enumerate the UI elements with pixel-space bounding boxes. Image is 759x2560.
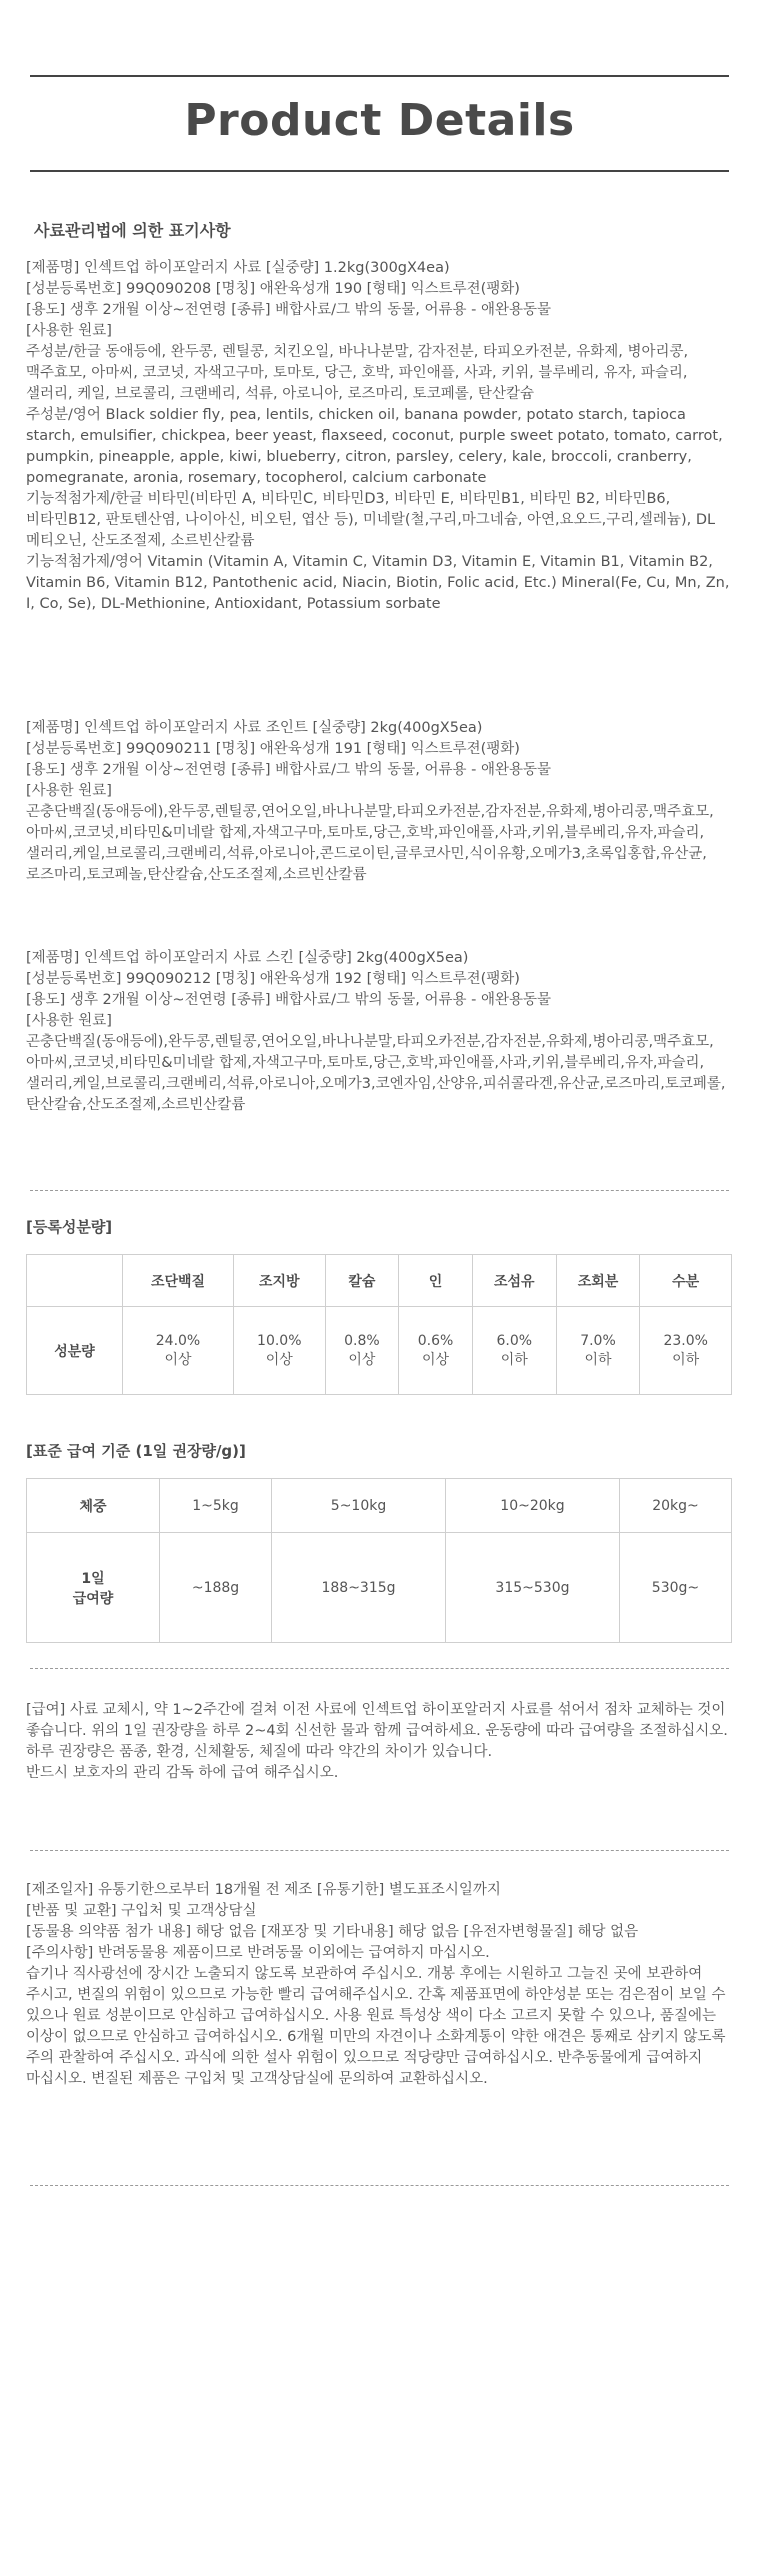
amount-label-line: 1일 bbox=[81, 1570, 105, 1587]
footer-note: [제조일자] 유통기한으로부터 18개월 전 제조 [유통기한] 별도표조시일까지 bbox=[26, 1882, 501, 1898]
column-header: 조섬유 bbox=[472, 1255, 556, 1307]
value-amount: 0.6% bbox=[417, 1332, 454, 1349]
value-qualifier: 이상 bbox=[422, 1351, 450, 1368]
column-header: 조지방 bbox=[233, 1255, 325, 1307]
component-value bbox=[233, 1307, 325, 1395]
table-row bbox=[27, 1307, 732, 1395]
weight-range: 10~20kg bbox=[445, 1479, 619, 1533]
feeding-note: [급여] 사료 교체시, 약 1~2주간에 걸쳐 이전 사료에 인섹트업 하이포알러지 사료를 섞어서 점차 교체하는 것이 좋습니다. 위의 1일 권장량을 하루 2~4회 신선한 물과 함께 급여하세요. 운동량에 따라 급여량을 조절하십시오. 하루 권장량은 품종, 환경, 신체활동, 체질에 따라 약간의 차이가 있습니다. bbox=[26, 1702, 728, 1760]
table-row bbox=[27, 1533, 732, 1643]
section-divider bbox=[30, 1850, 729, 1851]
feeding-standard-table bbox=[26, 1478, 732, 1643]
weight-range: 20kg~ bbox=[619, 1479, 731, 1533]
product-line: 주성분/한글 동애등에, 완두콩, 렌틸콩, 치킨오일, 바나나분말, 감자전분, 타피오카전분, 유화제, 병아리콩, 맥주효모, 아마씨, 코코넛, 자색고구마, 토마토, 당근, 호박, 파인애플, 사과, 키위, 블루베리, 유자, 파슬리, 샐러리, 케일, 브로콜리, 크랜베리, 석류, 아로니아, 로즈마리, 토코페롤, 탄산칼슘 bbox=[26, 344, 689, 402]
component-value bbox=[325, 1307, 399, 1395]
weight-range: 5~10kg bbox=[272, 1479, 446, 1533]
value-qualifier: 이하 bbox=[584, 1351, 612, 1368]
registered-components-table bbox=[26, 1254, 732, 1395]
product-line: [제품명] 인섹트업 하이포알러지 사료 [실중량] 1.2kg(300gX4ea) bbox=[26, 260, 450, 276]
table-header-row bbox=[27, 1255, 732, 1307]
product-line: [용도] 생후 2개월 이상~전연령 [종류] 배합사료/그 밖의 동물, 어류용 - 애완용동물 bbox=[26, 762, 552, 778]
value-amount: 7.0% bbox=[580, 1332, 616, 1349]
page-title: Product Details bbox=[184, 95, 575, 146]
footer-notes bbox=[26, 1880, 736, 2090]
weight-range: 1~5kg bbox=[160, 1479, 272, 1533]
product-block-2 bbox=[26, 718, 736, 886]
product-line: 곤충단백질(동애등에),완두콩,렌틸콩,연어오일,바나나분말,타피오카전분,감자전분,유화제,병아리콩,맥주효모,아마씨,코코넛,비타민&미네랄 합제,자색고구마,토마토,당근,호박,파인애플,사과,키위,블루베리,유자,파슬리,샐러리,케일,브로콜리,크랜베리,석류,아로니아,오메가3,코엔자임,산양유,피쉬콜라겐,유산균,로즈마리,토코페롤,탄산칼슘,산도조절제,소르빈산칼륨 bbox=[26, 1034, 726, 1113]
weight-label: 체중 bbox=[27, 1479, 160, 1533]
product-line: [사용한 원료] bbox=[26, 1013, 112, 1029]
product-line: [성분등록번호] 99Q090212 [명칭] 애완육성개 192 [형태] 익스트루젼(팽화) bbox=[26, 971, 520, 987]
value-qualifier: 이상 bbox=[348, 1351, 376, 1368]
section-heading: 사료관리법에 의한 표기사항 bbox=[34, 221, 231, 240]
column-header: 수분 bbox=[640, 1255, 732, 1307]
component-value bbox=[640, 1307, 732, 1395]
column-header: 인 bbox=[399, 1255, 473, 1307]
product-line: [사용한 원료] bbox=[26, 323, 112, 339]
product-line: [용도] 생후 2개월 이상~전연령 [종류] 배합사료/그 밖의 동물, 어류용 - 애완용동물 bbox=[26, 992, 552, 1008]
footer-note: [반품 및 교환] 구입처 및 고객상담실 bbox=[26, 1903, 257, 1919]
product-block-3 bbox=[26, 948, 736, 1116]
title-divider bbox=[30, 170, 729, 172]
product-line: [성분등록번호] 99Q090211 [명칭] 애완육성개 191 [형태] 익스트루젼(팽화) bbox=[26, 741, 520, 757]
component-value bbox=[123, 1307, 234, 1395]
component-value bbox=[399, 1307, 473, 1395]
table-corner-cell bbox=[27, 1255, 123, 1307]
product-line: [제품명] 인섹트업 하이포알러지 사료 조인트 [실중량] 2kg(400gX5ea) bbox=[26, 720, 483, 736]
product-line: [용도] 생후 2개월 이상~전연령 [종류] 배합사료/그 밖의 동물, 어류용 - 애완용동물 bbox=[26, 302, 552, 318]
top-divider bbox=[30, 75, 729, 77]
feeding-amount: ~188g bbox=[160, 1533, 272, 1643]
product-line: [성분등록번호] 99Q090208 [명칭] 애완육성개 190 [형태] 익스트루젼(팽화) bbox=[26, 281, 520, 297]
column-header: 칼슘 bbox=[325, 1255, 399, 1307]
table-header-row bbox=[27, 1479, 732, 1533]
footer-note: [동물용 의약품 첨가 내용] 해당 없음 [재포장 및 기타내용] 해당 없음 [유전자변형물질] 해당 없음 bbox=[26, 1924, 639, 1940]
feeding-standard-heading: [표준 급여 기준 (1일 권장량/g)] bbox=[26, 1442, 246, 1460]
footer-note: [주의사항] 반려동물용 제품이므로 반려동물 이외에는 급여하지 마십시오. bbox=[26, 1945, 490, 1961]
value-amount: 10.0% bbox=[257, 1332, 302, 1349]
product-line: 곤충단백질(동애등에),완두콩,렌틸콩,연어오일,바나나분말,타피오카전분,감자전분,유화제,병아리콩,맥주효모,아마씨,코코넛,비타민&미네랄 합제,자색고구마,토마토,당근,호박,파인애플,사과,키위,블루베리,유자,파슬리,샐러리,케일,브로콜리,크랜베리,석류,아로니아,콘드로이틴,글루코사민,식이유황,오메가3,초록입홍합,유산균,로즈마리,토코페놀,탄산칼슘,산도조절제,소르빈산칼륨 bbox=[26, 804, 714, 883]
feeding-amount: 315~530g bbox=[445, 1533, 619, 1643]
column-header: 조단백질 bbox=[123, 1255, 234, 1307]
footer-note: 습기나 직사광선에 장시간 노출되지 않도록 보관하여 주십시오. 개봉 후에는 시원하고 그늘진 곳에 보관하여 주시고, 변질의 위험이 있으므로 가능한 빨리 급여해주십시오. 간혹 제품표면에 하얀성분 또는 검은점이 보일 수 있으나 원료 성분이므로 안심하고 급여하십시오. 사용 원료 특성상 색이 다소 고르지 못할 수 있으나, 품질에는 이상이 없으므로 안심하고 급여하십시오. 6개월 미만의 자견이나 소화계통이 약한 애견은 통째로 삼키지 않도록 주의 관찰하여 주십시오. 과식에 의한 설사 위험이 있으므로 적당량만 급여하십시오. 반추동물에게 급여하지 마십시오. 변질된 제품은 구입처 및 고객상담실에 문의하여 교환하십시오. bbox=[26, 1966, 726, 2087]
product-line: 기능적첨가제/영어 Vitamin (Vitamin A, Vitamin C, Vitamin D3, Vitamin E, Vitamin B1, Vitamin B2, Vitamin B6, Vitamin B12, Pantothenic acid, Niacin, Biotin, Folic acid, Etc.) Mineral(Fe, Cu, Mn, Zn, I, Co, Se), DL-Methionine, Antioxidant, Potassium sorbate bbox=[26, 554, 730, 612]
amount-label-line: 급여량 bbox=[72, 1590, 114, 1607]
feeding-note: 반드시 보호자의 관리 감독 하에 급여 해주십시오. bbox=[26, 1765, 339, 1781]
value-qualifier: 이하 bbox=[672, 1351, 700, 1368]
feeding-amount: 530g~ bbox=[619, 1533, 731, 1643]
value-amount: 6.0% bbox=[496, 1332, 533, 1349]
column-header: 조회분 bbox=[556, 1255, 640, 1307]
value-qualifier: 이상 bbox=[265, 1351, 293, 1368]
feeding-amount: 188~315g bbox=[272, 1533, 446, 1643]
component-value bbox=[556, 1307, 640, 1395]
amount-label bbox=[27, 1533, 160, 1643]
value-qualifier: 이하 bbox=[500, 1351, 528, 1368]
registered-components-heading: [등록성분량] bbox=[26, 1218, 113, 1236]
row-label: 성분량 bbox=[27, 1307, 123, 1395]
bottom-divider bbox=[30, 2185, 729, 2186]
product-line: [사용한 원료] bbox=[26, 783, 112, 799]
product-line: [제품명] 인섹트업 하이포알러지 사료 스킨 [실중량] 2kg(400gX5ea) bbox=[26, 950, 469, 966]
component-value bbox=[472, 1307, 556, 1395]
section-divider bbox=[30, 1190, 729, 1191]
section-divider bbox=[30, 1668, 729, 1669]
value-amount: 23.0% bbox=[663, 1332, 708, 1349]
value-qualifier: 이상 bbox=[164, 1351, 192, 1368]
product-block-1 bbox=[26, 258, 736, 615]
value-amount: 0.8% bbox=[344, 1332, 380, 1349]
feeding-notes bbox=[26, 1700, 736, 1784]
product-line: 주성분/영어 Black soldier fly, pea, lentils, chicken oil, banana powder, potato starch, tapioca starch, emulsifier, chickpea, beer yeast, flaxseed, coconut, purple sweet potato, tomato, carrot, pumpkin, pineapple, apple, kiwi, blueberry, citron, parsley, celery, kale, broccoli, cranberry, pomegranate, aronia, rosemary, tocopherol, calcium carbonate bbox=[26, 407, 723, 486]
product-line: 기능적첨가제/한글 비타민(비타민 A, 비타민C, 비타민D3, 비타민 E, 비타민B1, 비타민 B2, 비타민B6, 비타민B12, 판토텐산염, 나이아신, 비오틴, 엽산 등), 미네랄(철,구리,마그네슘, 아연,요오드,구리,셀레늄), DL 메티오닌, 산도조절제, 소르빈산칼륨 bbox=[26, 491, 716, 549]
value-amount: 24.0% bbox=[155, 1332, 201, 1349]
